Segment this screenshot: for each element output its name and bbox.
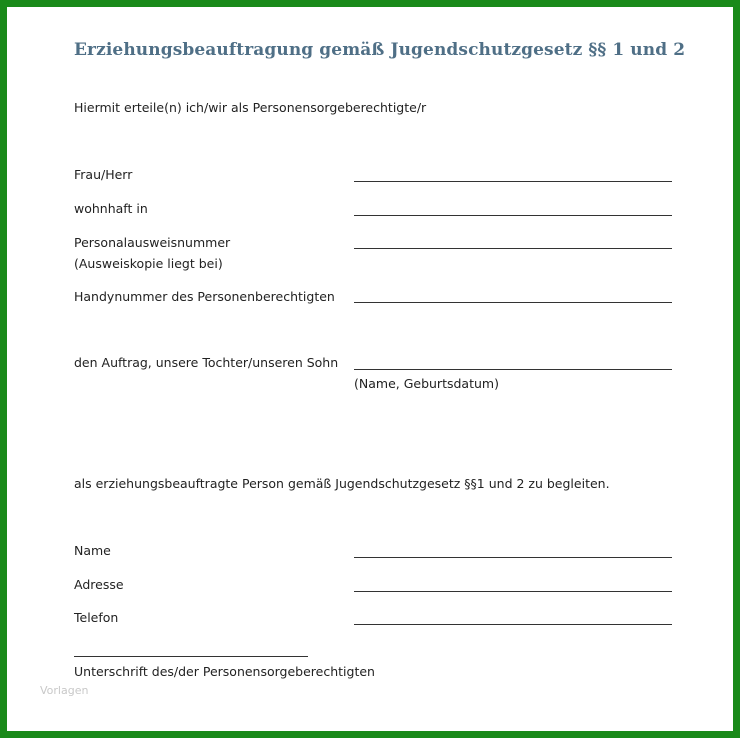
signature-label: Unterschrift des/der Personensorgeberechtigten xyxy=(74,664,375,679)
field-label-child: den Auftrag, unsere Tochter/unseren Sohn xyxy=(74,355,339,370)
document-title: Erziehungsbeauftragung gemäß Jugendschutzgesetz §§ 1 und 2 xyxy=(74,40,686,60)
field-label-delegate-phone: Telefon xyxy=(74,610,119,625)
field-label-name: Frau/Herr xyxy=(74,167,133,182)
field-hint-child: (Name, Geburtsdatum) xyxy=(354,376,499,391)
field-label-id-note: (Ausweiskopie liegt bei) xyxy=(74,256,223,271)
watermark: Vorlagen xyxy=(40,684,89,697)
field-label-delegate-address: Adresse xyxy=(74,577,124,592)
field-line-id-number[interactable] xyxy=(354,248,672,249)
intro-text: Hiermit erteile(n) ich/wir als Personensorgeberechtigte/r xyxy=(74,100,427,115)
field-line-delegate-phone[interactable] xyxy=(354,624,672,625)
purpose-text: als erziehungsbeauftragte Person gemäß Jugendschutzgesetz §§1 und 2 zu begleiten. xyxy=(74,476,610,491)
field-line-delegate-address[interactable] xyxy=(354,591,672,592)
field-label-id-number: Personalausweisnummer xyxy=(74,235,231,250)
field-line-delegate-name[interactable] xyxy=(354,557,672,558)
signature-line[interactable] xyxy=(74,656,308,657)
field-line-residence[interactable] xyxy=(354,215,672,216)
field-line-child[interactable] xyxy=(354,369,672,370)
field-label-phone: Handynummer des Personenberechtigten xyxy=(74,289,335,304)
field-label-residence: wohnhaft in xyxy=(74,201,148,216)
field-line-name[interactable] xyxy=(354,181,672,182)
field-label-delegate-name: Name xyxy=(74,543,111,558)
field-line-phone[interactable] xyxy=(354,302,672,303)
